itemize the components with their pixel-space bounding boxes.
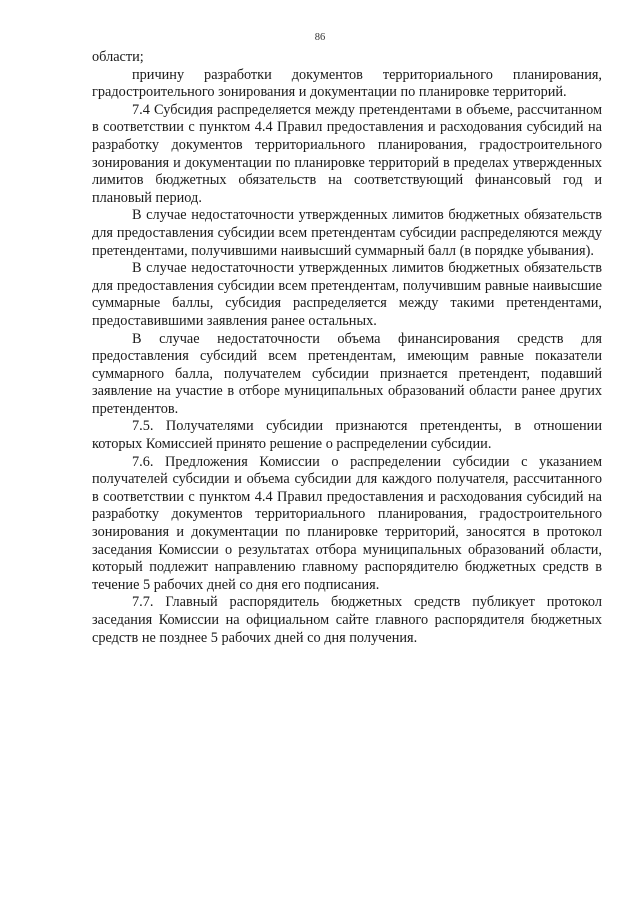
paragraph-7-7: 7.7. Главный распорядитель бюджетных средств публикует протокол заседания Комиссии на официальном сайте главного распорядителя бюджетных средств не позднее 5 рабочих дней со дня получения. (92, 594, 602, 646)
paragraph-reason: причину разработки документов территориального планирования, градостроительного зонирования и документации по планировке территорий. (92, 66, 602, 101)
paragraph-7-6: 7.6. Предложения Комиссии о распределении субсидии с указанием получателей субсидии и объема субсидии для каждого получателя, рассчитанного в соответствии с пунктом 4.4 Правил предоставления и расходования субсидий на разработку документов территориального планирования, градостроительного зонирования и документации по планировке территорий, заносятся в протокол заседания Комиссии о результатах отбора муниципальных образований области, который подлежит направлению главному распорядителю бюджетных средств в течение 5 рабочих дней со дня его подписания. (92, 453, 602, 593)
document-body (92, 49, 602, 647)
paragraph-continuation: области; (92, 49, 144, 65)
paragraph-insufficient-limits: В случае недостаточности утвержденных лимитов бюджетных обязательств для предоставления субсидии всем претендентам субсидии распределяются между претендентами, получившими наивысший суммарный балл (в порядке убывания). (92, 207, 602, 259)
paragraph-7-5: 7.5. Получателями субсидии признаются претенденты, в отношении которых Комиссией принято решение о распределении субсидии. (92, 418, 602, 453)
paragraph-equal-scores: В случае недостаточности утвержденных лимитов бюджетных обязательств для предоставления субсидии всем претендентам, получившим равные наивысшие суммарные баллы, субсидия распределяется между такими претендентами, предоставившими заявления ранее остальных. (92, 260, 602, 329)
paragraph-insufficient-funding: В случае недостаточности объема финансирования средств для предоставления субсидий всем претендентам, имеющим равные показатели суммарного балла, получателем субсидии признается претендент, подавший заявление на участие в отборе муниципальных образований области ранее других претендентов. (92, 330, 602, 417)
page-number: 86 (314, 32, 326, 43)
paragraph-7-4: 7.4 Субсидия распределяется между претендентами в объеме, рассчитанном в соответствии с пунктом 4.4 Правил предоставления и расходования субсидий на разработку документов территориального планирования, градостроительного зонирования и документации по планировке территорий в пределах утвержденных лимитов бюджетных обязательств на соответствующий финансовый год и плановый период. (92, 101, 602, 206)
